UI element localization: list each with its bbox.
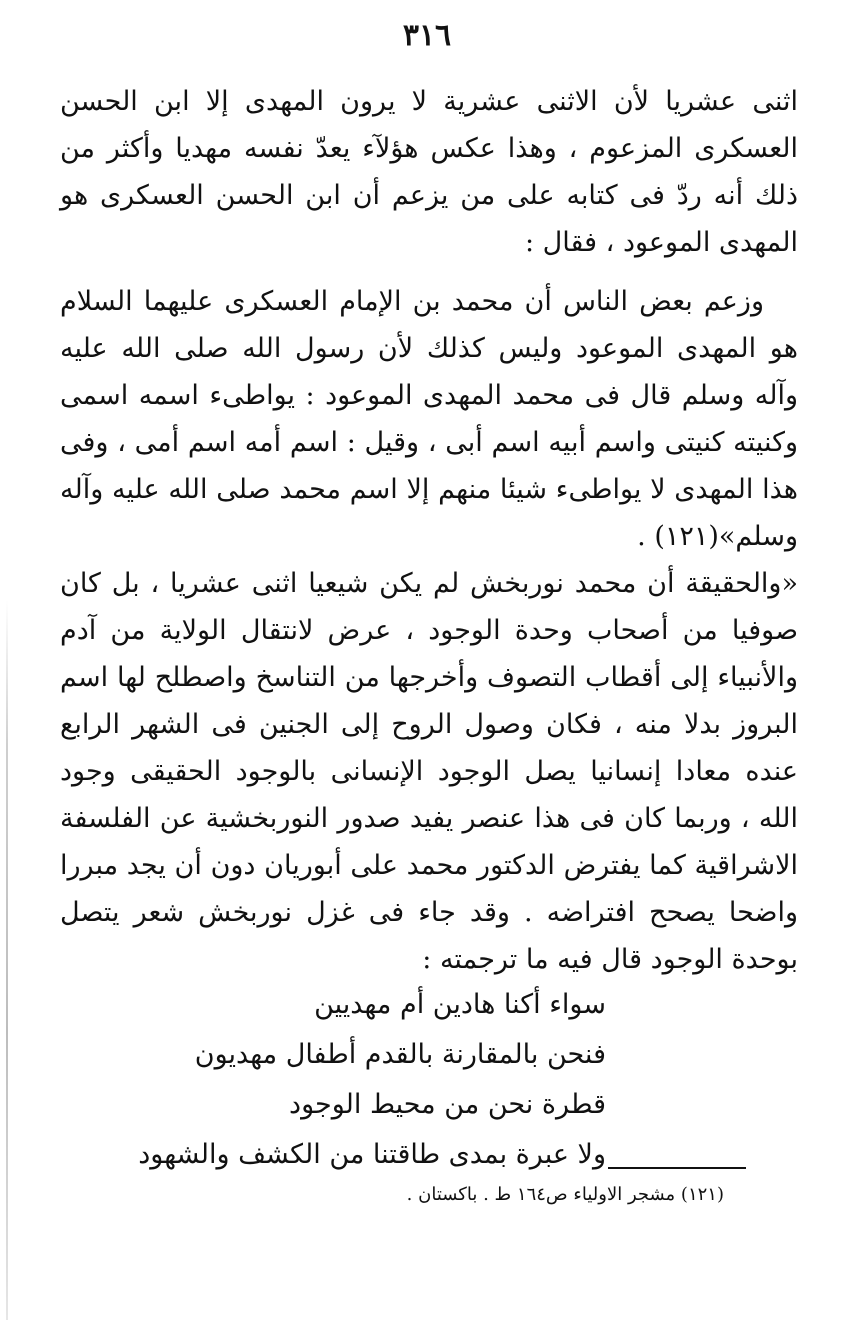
paragraph-analysis: «والحقيقة أن محمد نوربخش لم يكن شيعيا اثنى عشريا ، بل كان صوفيا من أصحاب وحدة الوجود ، عرض لانتقال الولاية من آدم والأنبياء إلى أقطاب التصوف وأخرجها من التناسخ واصطلح لها اسم البروز بدلا منه ، فكان وصول الروح إلى الجنين فى الشهر الرابع عنده معادا إنسانيا يصل الوجود الإنسانى بالوجود الحقيقى وجود الله ، وربما كان فى هذا عنصر يفيد صدور النوربخشية عن الفلسفة الاشراقية كما يفترض الدكتور محمد على أبوريان دون أن يجد مبررا واضحا يصحح افتراضه . وقد جاء فى غزل نوربخش شعر يتصل بوحدة الوجود قال فيه ما ترجمته :	[60, 568, 798, 975]
poem-verse: فنحن بالمقارنة بالقدم أطفال مهديون	[194, 1039, 606, 1070]
footnote-divider	[608, 1167, 746, 1169]
scan-edge-shadow	[6, 600, 8, 1320]
poem-verse: ولا عبرة بمدى طاقتنا من الكشف والشهود	[138, 1139, 606, 1170]
poem-verse: قطرة نحن من محيط الوجود	[289, 1089, 606, 1120]
poem-translation	[46, 980, 606, 1180]
page-number: ٣١٦	[402, 18, 452, 53]
paragraph-continuation: اثنى عشريا لأن الاثنى عشرية لا يرون المهدى إلا ابن الحسن العسكرى المزعوم ، وهذا عكس هؤلآء يعدّ نفسه مهديا وأكثر من ذلك أنه ردّ فى كتابه على من يزعم أن ابن الحسن العسكرى هو المهدى الموعود ، فقال :	[60, 86, 798, 258]
poem-verse: سواء أكنا هادين أم مهديين	[314, 989, 606, 1020]
main-text	[60, 78, 798, 983]
paragraph-quotation: وزعم بعض الناس أن محمد بن الإمام العسكرى عليهما السلام هو المهدى الموعود وليس كذلك لأن رسول الله صلى الله عليه وآله وسلم قال فى محمد المهدى الموعود : يواطىء اسمه اسمى وكنيته كنيتى واسم أبيه اسم أبى ، وقيل : اسم أمه اسم أمى ، وفى هذا المهدى لا يواطىء شيئا منهم إلا اسم محمد صلى الله عليه وآله وسلم»(١٢١) .	[60, 286, 798, 552]
footnote: (١٢١) مشجر الاولياء ص١٦٤ ط . باكستان .	[406, 1184, 724, 1205]
